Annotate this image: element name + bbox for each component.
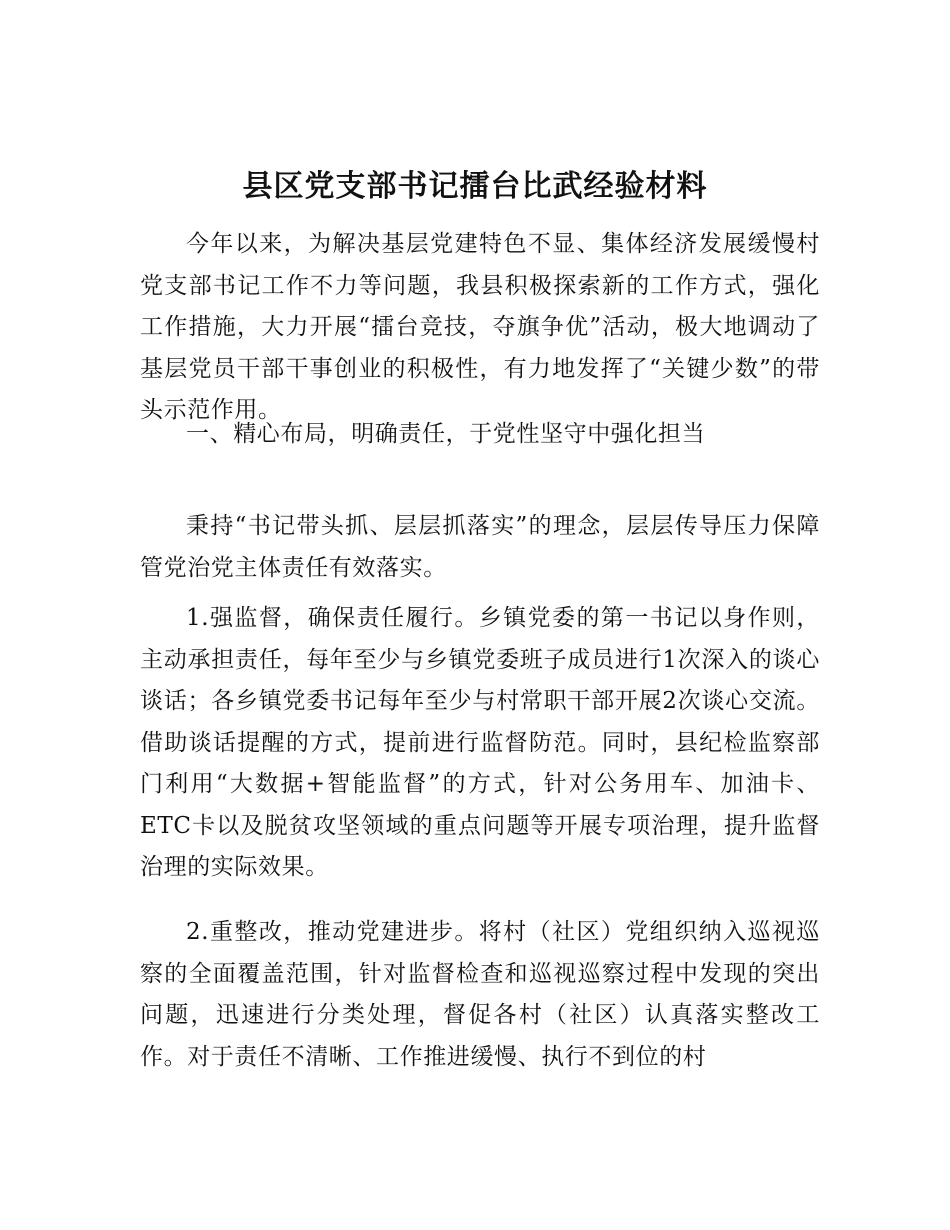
section-heading: 一、精心布局，明确责任，于党性坚守中强化担当: [186, 421, 706, 447]
item-2-paragraph: 2.重整改，推动党建进步。将村（社区）党组织纳入巡视巡察的全面覆盖范围，针对监督检查和巡视巡察过程中发现的突出问题，迅速进行分类处理，督促各村（社区）认真落实整改工作。对于责任不清晰、工作推进缓慢、执行不到位的村: [140, 919, 820, 1070]
item-1-paragraph: 1.强监督，确保责任履行。乡镇党委的第一书记以身作则，主动承担责任，每年至少与乡镇党委班子成员进行1次深入的谈心谈话；各乡镇党委书记每年至少与村常职干部开展2次谈心交流。借助谈话提醒的方式，提前进行监督防范。同时，县纪检监察部门利用“大数据+智能监督”的方式，针对公务用车、加油卡、ETC卡以及脱贫攻坚领域的重点问题等开展专项治理，提升监督治理的实际效果。: [140, 605, 820, 880]
section-paragraph: 秉持“书记带头抓、层层抓落实”的理念，层层传导压力保障管党治党主体责任有效落实。: [140, 513, 820, 581]
document-title: 县区党支部书记擂台比武经验材料: [242, 169, 708, 204]
intro-paragraph: 今年以来，为解决基层党建特色不显、集体经济发展缓慢村党支部书记工作不力等问题，我县积极探索新的工作方式，强化工作措施，大力开展“擂台竞技，夺旗争优”活动，极大地调动了基层党员干部干事创业的积极性，有力地发挥了“关键少数”的带头示范作用。: [140, 231, 820, 423]
